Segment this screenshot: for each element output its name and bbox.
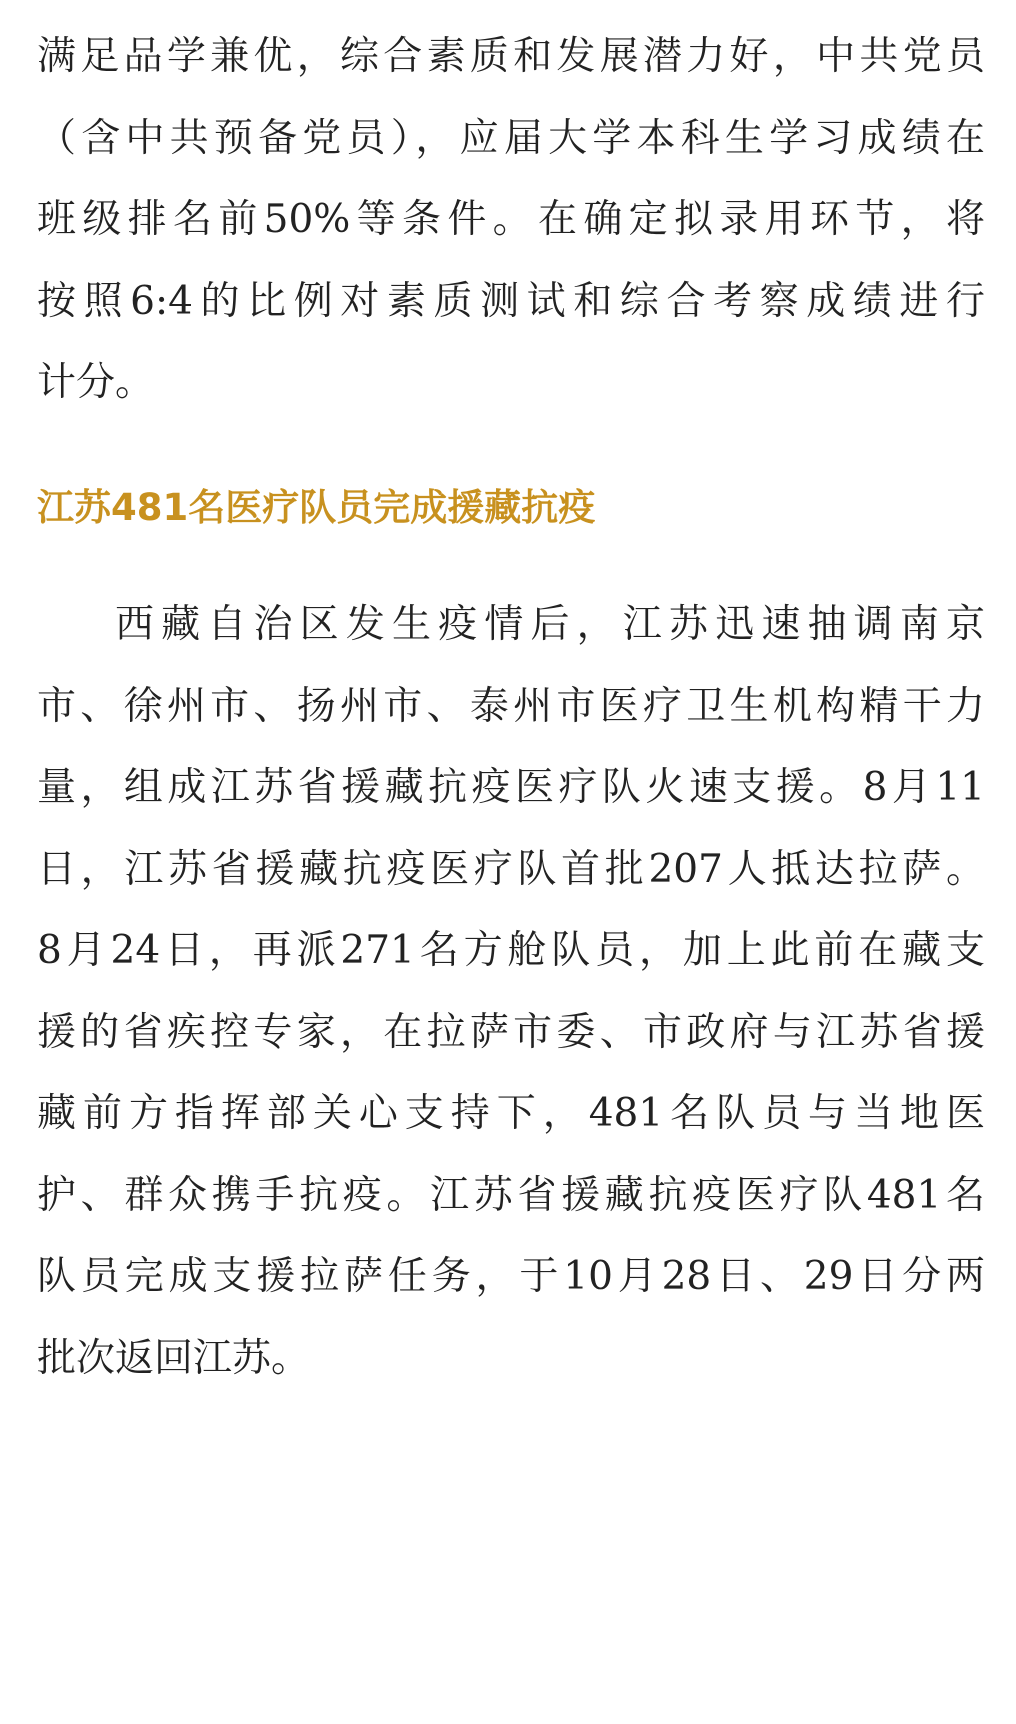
article-heading: 江苏481名医疗队员完成援藏抗疫 [37, 486, 596, 529]
text-line: 市、徐州市、扬州市、泰州市医疗卫生机构精干力 [37, 683, 985, 729]
text-line: （含中共预备党员），应届大学本科生学习成绩在 [37, 115, 985, 161]
text-line: 藏前方指挥部关心支持下，481名队员与当地医 [37, 1091, 985, 1136]
text-line: 援的省疾控专家，在拉萨市委、市政府与江苏省援 [37, 1009, 985, 1055]
text-line: 按照6:4的比例对素质测试和综合考察成绩进行 [37, 278, 985, 324]
previous-article-text [37, 16, 985, 424]
text-line: 护、群众携手抗疫。江苏省援藏抗疫医疗队481名 [37, 1172, 985, 1218]
article-body [37, 584, 985, 1399]
text-line: 队员完成支援拉萨任务，于10月28日、29日分两 [37, 1254, 985, 1299]
text-line: 西藏自治区发生疫情后，江苏迅速抽调南京 [115, 602, 985, 647]
text-line: 满足品学兼优，综合素质和发展潜力好，中共党员 [37, 34, 985, 79]
text-line: 批次返回江苏。 [37, 1335, 311, 1381]
text-line: 计分。 [37, 360, 155, 405]
text-line: 8月24日，再派271名方舱队员，加上此前在藏支 [37, 928, 985, 973]
text-line: 班级排名前50%等条件。在确定拟录用环节，将 [37, 197, 985, 242]
text-line: 量，组成江苏省援藏抗疫医疗队火速支援。8月11 [37, 765, 985, 810]
text-line: 日，江苏省援藏抗疫医疗队首批207人抵达拉萨。 [37, 846, 985, 892]
